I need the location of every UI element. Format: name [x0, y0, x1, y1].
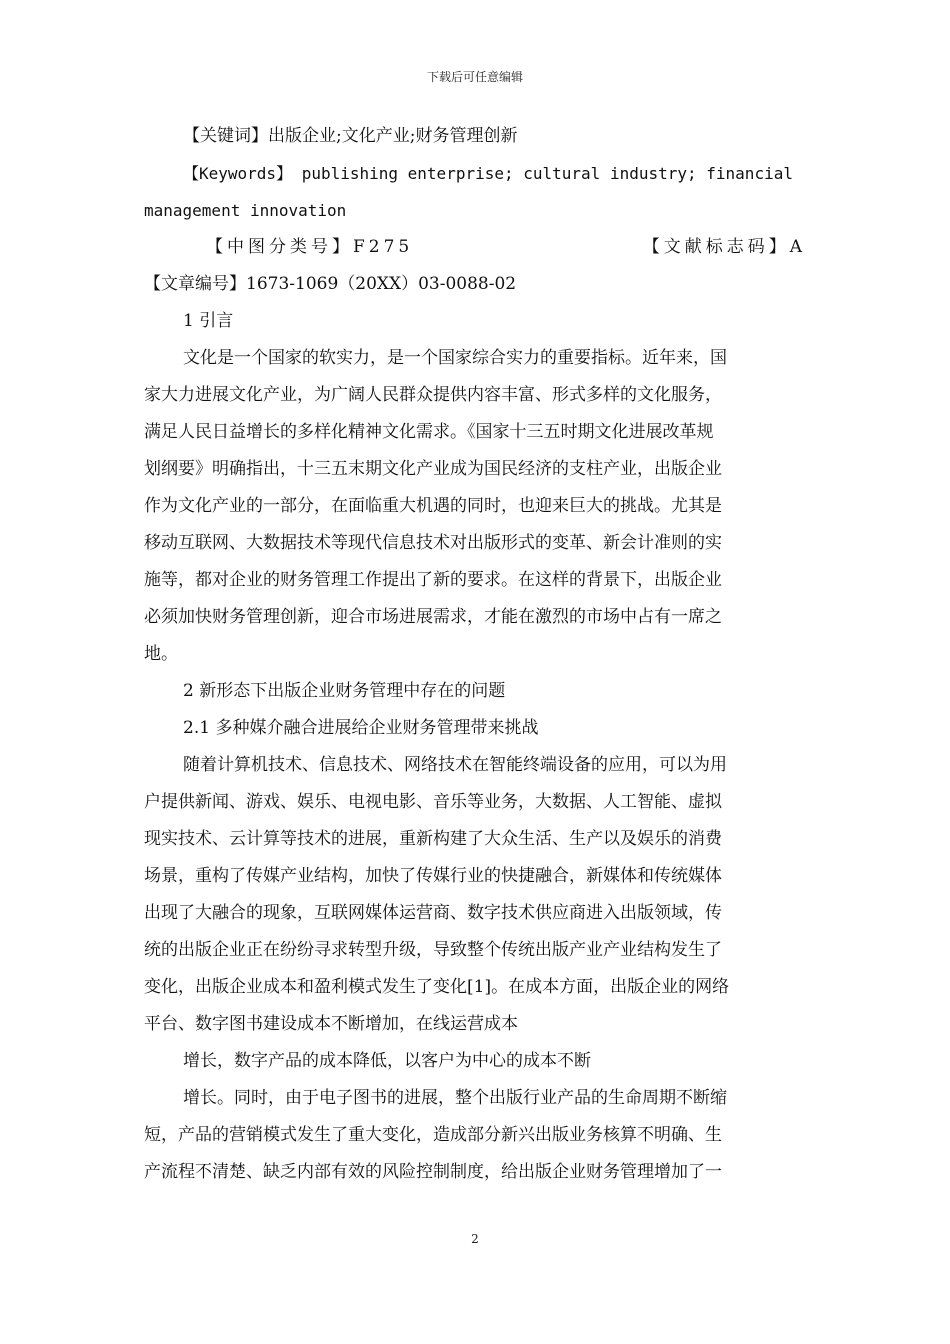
body-text [144, 303, 806, 1191]
document-body [144, 118, 806, 1191]
body-line: 出现了大融合的现象，互联网媒体运营商、数字技术供应商进入出版领域，传 [144, 903, 722, 923]
keywords-cn: 【关键词】出版企业;文化产业;财务管理创新 [183, 126, 518, 146]
body-line: 1 引言 [183, 311, 234, 331]
body-line: 产流程不清楚、缺乏内部有效的风险控制制度，给出版企业财务管理增加了一 [144, 1162, 722, 1182]
body-line: 增长。同时，由于电子图书的进展，整个出版行业产品的生命周期不断缩 [183, 1088, 727, 1108]
body-line: 作为文化产业的一部分，在面临重大机遇的同时，也迎来巨大的挑战。尤其是 [144, 496, 722, 516]
page-header-note: 下载后可任意编辑 [426, 70, 523, 84]
body-line: 必须加快财务管理创新，迎合市场进展需求，才能在激烈的市场中占有一席之 [144, 607, 722, 627]
body-line: 增长，数字产品的成本降低，以客户为中心的成本不断 [183, 1051, 591, 1071]
body-line: 文化是一个国家的软实力，是一个国家综合实力的重要指标。近年来，国 [183, 348, 727, 368]
body-line: 施等，都对企业的财务管理工作提出了新的要求。在这样的背景下，出版企业 [144, 570, 722, 590]
body-line: 2.1 多种媒介融合进展给企业财务管理带来挑战 [183, 718, 539, 738]
body-line: 统的出版企业正在纷纷寻求转型升级，导致整个传统出版产业产业结构发生了 [144, 940, 722, 960]
body-line: 地。 [144, 644, 178, 664]
body-line: 场景，重构了传媒产业结构，加快了传媒行业的快捷融合，新媒体和传统媒体 [144, 866, 722, 886]
page-number: 2 [471, 1232, 479, 1246]
body-line: 家大力进展文化产业，为广阔人民群众提供内容丰富、形式多样的文化服务， [144, 385, 722, 405]
body-line: 现实技术、云计算等技术的进展，重新构建了大众生活、生产以及娱乐的消费 [144, 829, 722, 849]
body-line: 划纲要》明确指出，十三五末期文化产业成为国民经济的支柱产业，出版企业 [144, 459, 722, 479]
article-number: 【文章编号】1673-1069（20XX）03-0088-02 [144, 274, 517, 294]
classification-row [144, 229, 806, 266]
body-line: 短，产品的营销模式发生了重大变化，造成部分新兴出版业务核算不明确、生 [144, 1125, 722, 1145]
body-line: 户提供新闻、游戏、娱乐、电视电影、音乐等业务，大数据、人工智能、虚拟 [144, 792, 722, 812]
body-line: 平台、数字图书建设成本不断增加，在线运营成本 [144, 1014, 518, 1034]
clc-number: 【中图分类号】F275 [206, 237, 414, 257]
body-line: 随着计算机技术、信息技术、网络技术在智能终端设备的应用，可以为用 [183, 755, 727, 775]
keywords-en-line2: management innovation [144, 201, 347, 220]
body-line: 变化，出版企业成本和盈利模式发生了变化[1]。在成本方面，出版企业的网络 [144, 977, 730, 997]
body-line: 移动互联网、大数据技术等现代信息技术对出版形式的变革、新会计准则的实 [144, 533, 722, 553]
body-line: 2 新形态下出版企业财务管理中存在的问题 [183, 681, 506, 701]
document-code: 【文献标志码】A [642, 237, 806, 257]
keywords-en-line1: 【Keywords】 publishing enterprise; cultural industry; financial [183, 164, 793, 183]
body-line: 满足人民日益增长的多样化精神文化需求。《国家十三五时期文化进展改革规 [144, 422, 714, 442]
